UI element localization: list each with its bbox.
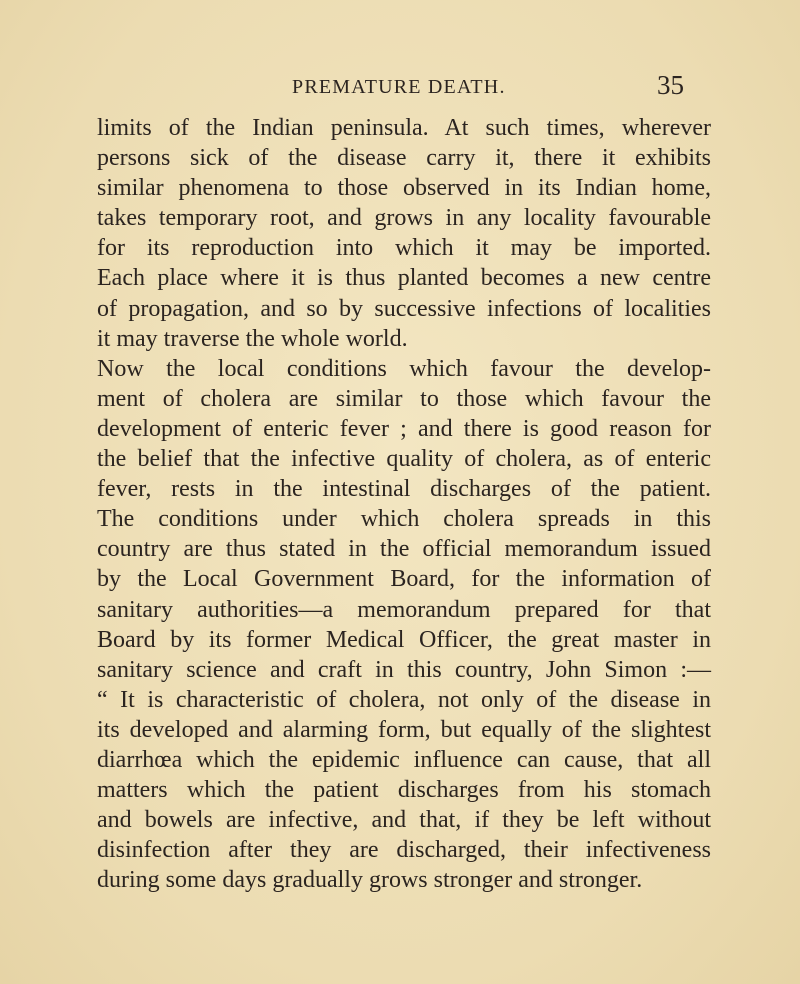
text-line: sanitary authorities—a memorandum prepared for that xyxy=(97,596,711,623)
text-line: persons sick of the disease carry it, there it exhibits xyxy=(97,145,711,172)
text-line: it may traverse the whole world. xyxy=(97,325,408,352)
text-line: the belief that the infective quality of cholera, as of enteric xyxy=(97,446,711,473)
text-line: limits of the Indian peninsula. At such times, wherever xyxy=(97,115,711,141)
text-line: “ It is characteristic of cholera, not only of the disease in xyxy=(97,686,711,713)
text-line: takes temporary root, and grows in any locality favourable xyxy=(97,205,711,232)
text-line: matters which the patient discharges from his stomach xyxy=(97,777,711,804)
text-line: development of enteric fever ; and there is good reason for xyxy=(97,415,711,442)
text-line: of propagation, and so by successive infections of localities xyxy=(97,295,711,322)
text-line: fever, rests in the intestinal discharges of the patient. xyxy=(97,476,711,503)
page-number: 35 xyxy=(657,70,684,100)
text-line: its developed and alarming form, but equally of the slightest xyxy=(97,716,711,743)
running-title: PREMATURE DEATH. xyxy=(292,76,506,98)
text-line: Each place where it is thus planted becomes a new centre xyxy=(97,265,711,292)
text-line: diarrhœa which the epidemic influence can cause, that all xyxy=(97,746,711,773)
text-line: The conditions under which cholera spreads in this xyxy=(97,506,711,533)
text-line: similar phenomena to those observed in its Indian home, xyxy=(97,175,711,202)
text-line: ment of cholera are similar to those which favour the xyxy=(97,385,711,412)
text-line: for its reproduction into which it may be imported. xyxy=(97,235,711,262)
text-line: sanitary science and craft in this country, John Simon :— xyxy=(97,656,711,683)
text-line: by the Local Government Board, for the information of xyxy=(97,566,711,593)
text-line: during some days gradually grows stronger and stronger. xyxy=(97,867,643,894)
body-text xyxy=(97,113,711,895)
text-line: Board by its former Medical Officer, the great master in xyxy=(97,626,711,653)
text-line: country are thus stated in the official memorandum issued xyxy=(97,536,711,563)
text-line: and bowels are infective, and that, if they be left without xyxy=(97,807,711,834)
text-line: Now the local conditions which favour the develop- xyxy=(97,355,711,382)
running-head xyxy=(0,70,800,106)
text-line: disinfection after they are discharged, their infectiveness xyxy=(97,837,711,864)
